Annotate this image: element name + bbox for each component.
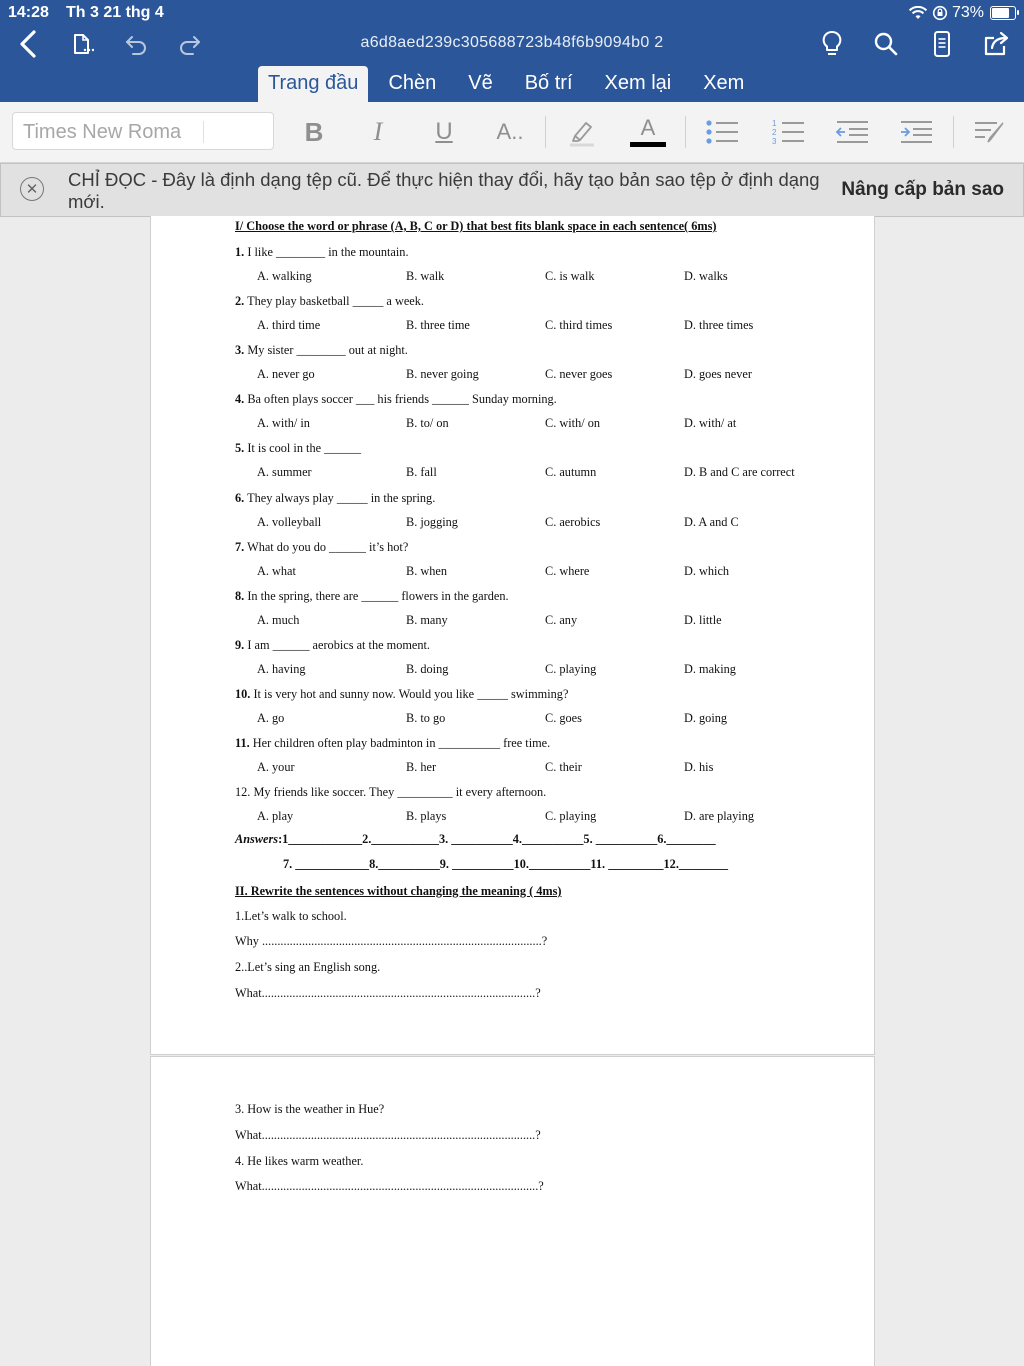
question-8-option-b: B. many [406,613,448,627]
question-9-option-c: C. playing [545,662,597,676]
wifi-icon [908,6,928,20]
question-number: 7. [235,540,245,554]
question-number: 3. [235,343,245,357]
question-number: 11. [235,736,250,750]
styles-button[interactable] [972,114,1008,150]
question-12-option-d: D. are playing [684,809,754,823]
phone-view-icon [932,30,952,58]
bold-button[interactable]: B [304,116,324,147]
answers-label: Answers [235,832,279,846]
status-time: 14:28 [8,4,49,21]
question-2-option-d: D. three times [684,318,754,332]
tab-view[interactable]: Xem [703,72,745,94]
question-10-option-a: A. go [257,711,285,725]
question-2-option-a: A. third time [257,318,321,332]
question-9-option-d: D. making [684,662,736,676]
question-text: They always play _____ in the spring. [247,491,436,505]
toolbar-separator [545,116,546,148]
tab-layout[interactable]: Bố trí [524,72,573,94]
question-text: They play basketball _____ a week. [247,294,424,308]
question-7-option-a: A. what [257,564,296,578]
question-text: I like ________ in the mountain. [247,245,409,259]
question-5 [235,441,361,456]
question-10-option-b: B. to go [406,711,446,725]
question-1-option-c: C. is walk [545,269,595,283]
rotation-lock-icon [932,5,948,21]
question-number: 12. [235,785,251,799]
document-page-2[interactable] [150,1056,875,1366]
search-button[interactable] [870,28,902,60]
question-3-option-c: C. never goes [545,367,613,381]
tab-home[interactable]: Trang đầu [258,66,368,102]
question-4-option-b: B. to/ on [406,416,449,430]
status-right [908,4,1016,22]
question-3 [235,343,408,358]
question-6-option-c: C. aerobics [545,515,601,529]
decrease-indent-button[interactable] [834,114,870,150]
question-12-option-c: C. playing [545,809,597,823]
section2-title [235,884,562,899]
question-number: 4. [235,392,245,406]
question-10 [235,687,568,702]
question-3-option-b: B. never going [406,367,479,381]
question-number: 10. [235,687,251,701]
question-1-option-b: B. walk [406,269,445,283]
mobile-view-button[interactable] [926,28,958,60]
question-text: What do you do ______ it’s hot? [247,540,409,554]
question-number: 9. [235,638,245,652]
question-12-option-b: B. plays [406,809,447,823]
question-7-option-c: C. where [545,564,590,578]
lightbulb-icon [821,30,843,58]
rewrite-prompt-2: 2..Let’s sing an English song. [235,960,381,974]
tell-me-button[interactable] [816,28,848,60]
toolbar-separator [685,116,686,148]
upgrade-copy-button[interactable]: Nâng cấp bản sao [841,179,1004,200]
text-effects-button[interactable]: A.. [496,119,524,144]
close-icon: ✕ [25,181,39,198]
question-number: 2. [235,294,245,308]
question-number: 8. [235,589,245,603]
status-bar [8,4,1016,24]
question-9-option-b: B. doing [406,662,449,676]
question-7 [235,540,408,555]
font-color-button[interactable] [628,114,668,150]
format-toolbar [0,102,1024,163]
bullets-button[interactable] [704,114,740,150]
question-number: 6. [235,491,245,505]
tab-draw[interactable]: Vẽ [468,72,493,94]
question-6-option-a: A. volleyball [257,515,322,529]
question-1 [235,245,409,260]
question-2 [235,294,424,309]
underline-button[interactable]: U [435,118,453,145]
question-text: Ba often plays soccer ___ his friends ______ Sunday morning. [247,392,557,406]
rewrite-prompt-1: 1.Let’s walk to school. [235,909,347,923]
font-color-glyph: A [640,115,656,140]
question-5-option-c: C. autumn [545,465,597,479]
search-icon [873,31,899,57]
question-text: My friends like soccer. They _________ it every afternoon. [253,785,547,799]
share-button[interactable] [980,28,1012,60]
styles-brush-icon [973,119,1007,145]
question-2-option-b: B. three time [406,318,470,332]
question-1-option-a: A. walking [257,269,312,283]
app-header [0,0,1024,102]
question-number: 1. [235,245,245,259]
svg-text:3: 3 [772,137,777,146]
highlight-button[interactable] [564,114,600,150]
font-name-field[interactable] [12,112,274,150]
question-text: In the spring, there are ______ flowers in the garden. [247,589,509,603]
svg-text:2: 2 [772,128,777,137]
battery-icon [990,6,1016,20]
rewrite-prompt-3: 3. How is the weather in Hue? [235,1102,385,1116]
share-icon [982,31,1010,57]
question-2-option-c: C. third times [545,318,613,332]
question-9 [235,638,430,653]
question-4-option-a: A. with/ in [257,416,310,430]
rewrite-answer-2: What.........................................................................................? [235,986,541,1000]
close-banner-button[interactable] [20,177,44,201]
question-5-option-b: B. fall [406,465,437,479]
question-10-option-c: C. goes [545,711,582,725]
svg-text:1: 1 [772,119,777,128]
question-4-option-c: C. with/ on [545,416,600,430]
question-8 [235,589,509,604]
answers-blanks-1: :1____________2.___________3. __________4.__________5. __________6.________ [278,832,716,846]
section1-title: I/ Choose the word or phrase (A, B, C or D) that best fits blank space in each sentence( 6ms) [235,219,717,233]
question-6 [235,491,435,506]
question-4-option-d: D. with/ at [684,416,737,430]
question-9-option-a: A. having [257,662,306,676]
question-11-option-b: B. her [406,760,437,774]
question-12-option-a: A. play [257,809,294,823]
question-text: It is very hot and sunny now. Would you like _____ swimming? [253,687,569,701]
question-11 [235,736,550,751]
font-name-value: Times New Roma [23,121,182,143]
question-3-option-a: A. never go [257,367,315,381]
question-8-option-c: C. any [545,613,578,627]
question-text: I am ______ aerobics at the moment. [247,638,431,652]
ribbon-tabs [258,66,764,102]
question-5-option-a: A. summer [257,465,312,479]
question-8-option-a: A. much [257,613,300,627]
question-10-option-d: D. going [684,711,728,725]
answers-row-2: 7. ____________8.__________9. __________10.__________11. _________12.________ [283,857,729,871]
question-1-option-d: D. walks [684,269,728,283]
document-toolbar [0,26,1024,62]
rewrite-prompt-4: 4. He likes warm weather. [235,1154,364,1168]
answers-row-1 [235,832,716,847]
question-5-option-d: D. B and C are correct [684,465,795,479]
question-text: It is cool in the ______ [247,441,362,455]
document-page-1[interactable] [150,216,875,1055]
question-7-option-b: B. when [406,564,447,578]
outdent-icon [835,120,869,144]
numbering-button[interactable] [770,114,806,150]
question-6-option-b: B. jogging [406,515,458,529]
question-8-option-d: D. little [684,613,722,627]
numbered-list-icon [771,118,805,146]
bullet-list-icon [705,119,739,145]
font-color-swatch [630,142,666,147]
question-12 [235,785,546,800]
question-11-option-d: D. his [684,760,714,774]
banner-message: CHỈ ĐỌC - Đây là định dạng tệp cũ. Để thực hiện thay đổi, hãy tạo bản sao tệp ở định dạng mới. [68,169,820,212]
tab-review[interactable]: Xem lại [604,72,672,94]
italic-button[interactable]: I [373,117,383,146]
rewrite-answer-4: What..........................................................................................? [235,1179,544,1193]
question-6-option-d: D. A and C [684,515,739,529]
increase-indent-button[interactable] [898,114,934,150]
document-title: a6d8aed239c305688723b48f6b9094b0 2 [360,34,664,51]
highlighter-icon [566,116,598,148]
question-4 [235,392,557,407]
question-11-option-c: C. their [545,760,582,774]
read-only-banner [0,163,1024,217]
tab-insert[interactable]: Chèn [388,72,437,94]
question-3-option-d: D. goes never [684,367,752,381]
section2-title-text: II. Rewrite the sentences without changing the meaning ( 4ms) [235,884,562,898]
rewrite-answer-3: What.........................................................................................? [235,1128,541,1142]
question-text: My sister ________ out at night. [247,343,408,357]
indent-icon [899,120,933,144]
question-number: 5. [235,441,245,455]
status-date: Th 3 21 thg 4 [66,4,164,21]
question-11-option-a: A. your [257,760,295,774]
toolbar-separator [953,116,954,148]
battery-percent: 73% [951,4,984,21]
question-text: Her children often play badminton in __________ free time. [252,736,551,750]
rewrite-answer-1: Why ...........................................................................................? [235,934,548,948]
question-7-option-d: D. which [684,564,730,578]
